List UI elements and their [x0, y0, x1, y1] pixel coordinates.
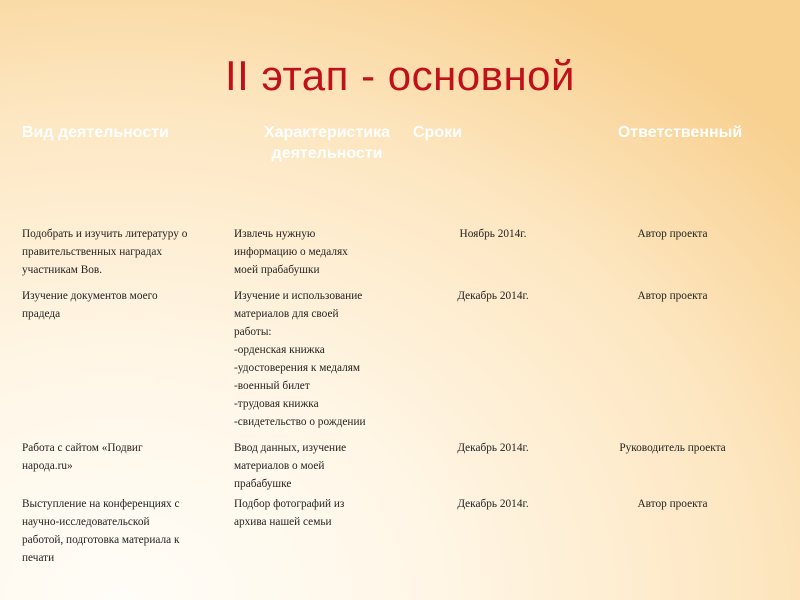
- description-cell: [234, 495, 424, 531]
- cell-line: Выступление на конференциях с: [22, 498, 180, 510]
- cell-line: народа.ru»: [22, 460, 73, 472]
- term-cell: Декабрь 2014г.: [457, 442, 529, 454]
- cell-line: Изучение и использование: [234, 290, 363, 302]
- cell-line: печати: [22, 552, 55, 564]
- cell-line: Ввод данных, изучение: [234, 442, 347, 454]
- header-description: Характеристика деятельности: [263, 124, 391, 162]
- cell-line: прадеда: [22, 308, 61, 320]
- cell-line: -свидетельство о рождении: [234, 416, 366, 428]
- description-cell: [234, 287, 424, 431]
- table-row: [0, 495, 800, 569]
- header-term: Сроки: [413, 124, 462, 141]
- cell-line: Работа с сайтом «Подвиг: [22, 442, 143, 454]
- activity-cell: [22, 495, 222, 567]
- activity-cell: [22, 439, 222, 475]
- header-responsible: Ответственный: [617, 124, 743, 141]
- cell-line: архива нашей семьи: [234, 516, 332, 528]
- cell-line: Извлечь нужную: [234, 228, 316, 240]
- term-cell: Декабрь 2014г.: [457, 290, 529, 302]
- cell-line: участникам Вов.: [22, 264, 103, 276]
- cell-line: моей прабабушки: [234, 264, 320, 276]
- responsible-cell: Автор проекта: [637, 290, 708, 302]
- cell-line: информацию о медалях: [234, 246, 348, 258]
- responsible-cell: Автор проекта: [637, 228, 708, 240]
- cell-line: -военный билет: [234, 380, 310, 392]
- responsible-cell: Автор проекта: [637, 498, 708, 510]
- cell-line: правительственных наградах: [22, 246, 162, 258]
- cell-line: Подбор фотографий из: [234, 498, 345, 510]
- table-body: [0, 225, 800, 569]
- table-row: [0, 287, 800, 439]
- term-cell: Декабрь 2014г.: [457, 498, 529, 510]
- cell-line: -орденская книжка: [234, 344, 325, 356]
- header-activity: Вид деятельности: [22, 124, 169, 141]
- activity-cell: [22, 287, 222, 323]
- table-row: [0, 439, 800, 495]
- cell-line: материалов для своей: [234, 308, 339, 320]
- term-cell: Ноябрь 2014г.: [459, 228, 527, 240]
- activity-cell: [22, 225, 222, 279]
- description-cell: [234, 225, 424, 279]
- cell-line: работой, подготовка материала к: [22, 534, 180, 546]
- cell-line: -удостоверения к медалям: [234, 362, 361, 374]
- cell-line: работы:: [234, 326, 272, 338]
- cell-line: Подобрать и изучить литературу о: [22, 228, 188, 240]
- slide-title: II этап - основной: [225, 52, 575, 99]
- table-row: [0, 225, 800, 287]
- description-cell: [234, 439, 424, 493]
- cell-line: материалов о моей: [234, 460, 325, 472]
- responsible-cell: Руководитель проекта: [619, 442, 726, 454]
- cell-line: Изучение документов моего: [22, 290, 158, 302]
- cell-line: прабабушке: [234, 478, 292, 490]
- cell-line: научно-исследовательской: [22, 516, 150, 528]
- cell-line: -трудовая книжка: [234, 398, 319, 410]
